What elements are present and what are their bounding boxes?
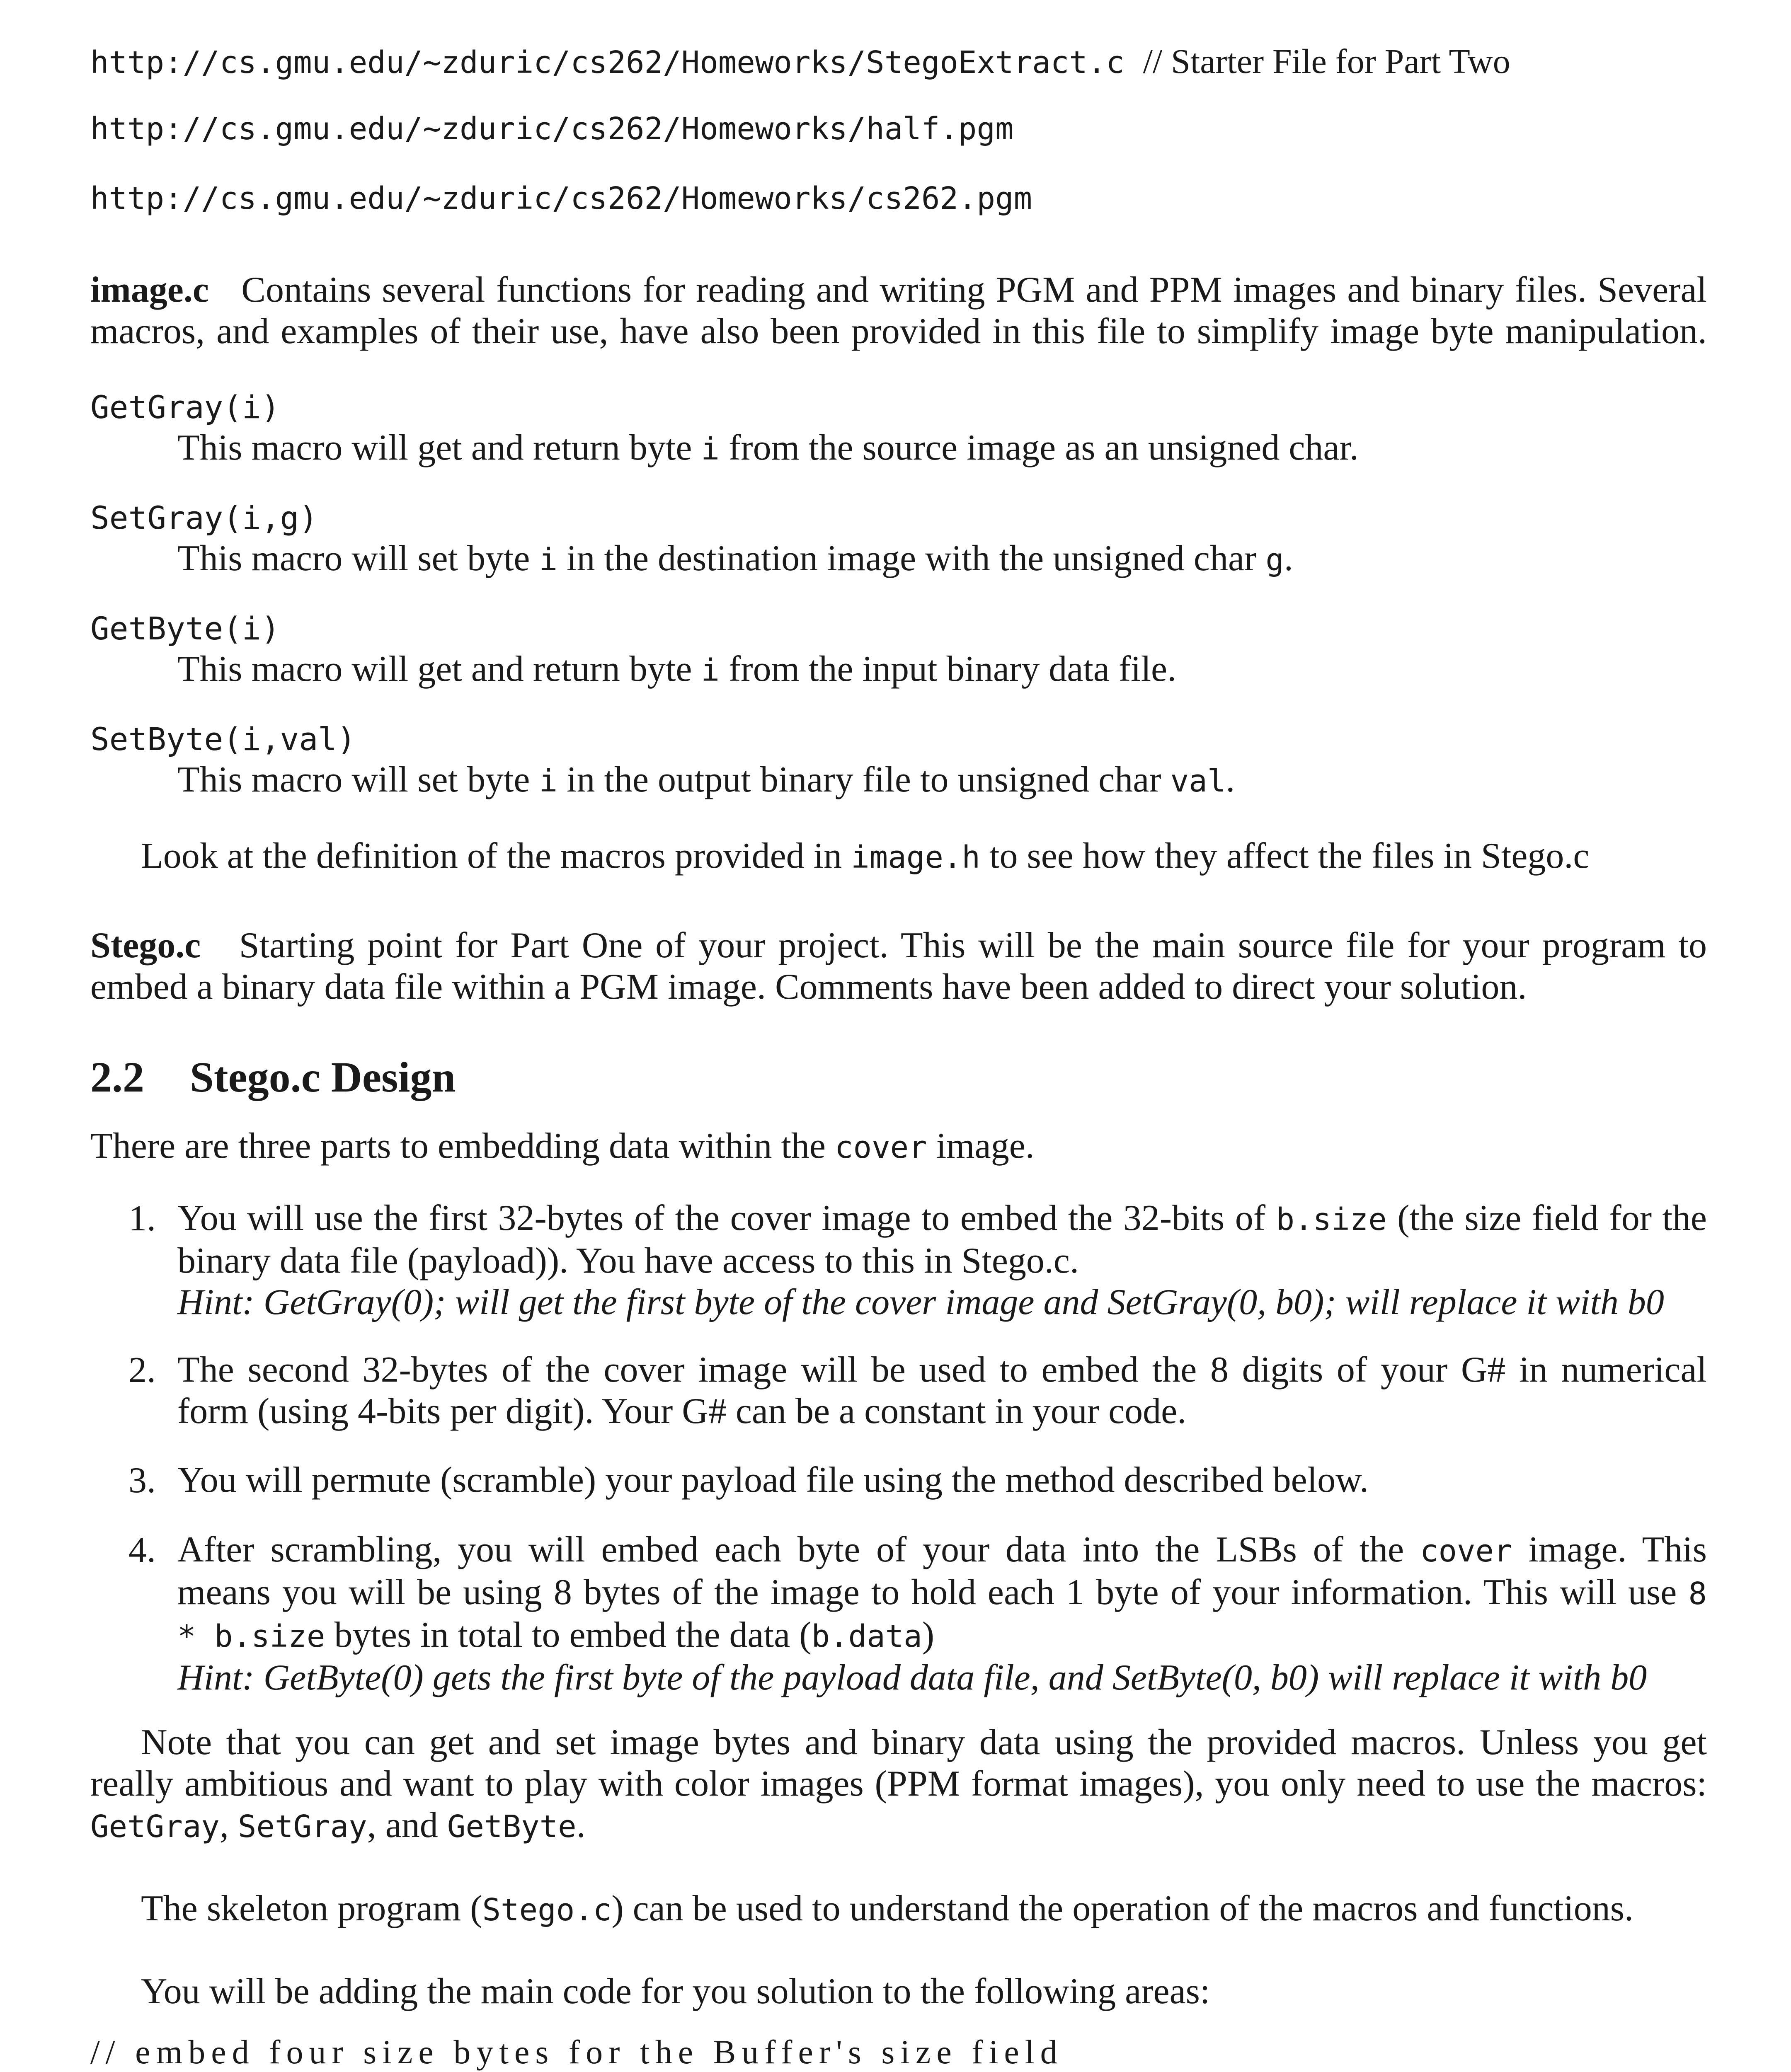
list-line: form (using 4-bits per digit). Your G# can be a constant in your code. [177,1391,1187,1431]
para-line: embed a binary data file within a PGM image. Comments have been added to direct your solution. [90,967,1527,1007]
macro-setgray-name: SetGray(i,g) [90,499,318,536]
hint-text: Hint: GetGray(0); will get the first byte of the cover image and SetGray(0, b0); will replace it with b0 [177,1282,1664,1322]
skeleton-note: The skeleton program (Stego.c) can be used to understand the operation of the macros and functions. [141,1888,1634,1929]
hint-text: Hint: GetByte(0) gets the first byte of the payload data file, and SetByte(0, b0) will replace it with b0 [177,1658,1647,1698]
list-line: The second 32-bytes of the cover image will be used to embed the 8 digits of your G# in numerical [177,1350,1707,1390]
url-note: // Starter File for Part Two [1143,42,1510,81]
list-line: binary data file (payload)). You have access to this in Stego.c. [177,1241,1079,1281]
adding-note: You will be adding the main code for you solution to the following areas: [141,1971,1210,2011]
para-line: macros, and examples of their use, have also been provided in this file to simplify image byte manipulation. [90,311,1707,351]
image-c-description [90,269,1707,352]
section-title: Stego.c Design [190,1053,456,1101]
para-line: Contains several functions for reading and writing PGM and PPM images and binary files. Several [241,270,1707,310]
stego-c-description [90,925,1707,1008]
para-line: Note that you can get and set image bytes and binary data using the provided macros. Unless you get [141,1722,1707,1762]
list-number: 2. [128,1350,156,1390]
section-intro: There are three parts to embedding data within the cover image. [90,1126,1035,1166]
url-link[interactable]: http://cs.gmu.edu/~zduric/cs262/Homeworks/StegoExtract.c [90,45,1125,80]
url-link[interactable]: http://cs.gmu.edu/~zduric/cs262/Homeworks/half.pgm [90,111,1014,147]
list-item-2 [177,1349,1707,1432]
macro-setgray-desc: This macro will set byte i in the destination image with the unsigned char g. [177,538,1293,579]
list-item-3 [177,1460,1707,1501]
macro-getbyte-name: GetByte(i) [90,610,280,647]
list-number: 3. [128,1460,156,1501]
section-heading [90,1053,456,1102]
list-number: 1. [128,1198,156,1239]
macro-getgray-name: GetGray(i) [90,389,280,426]
para-line: really ambitious and want to play with color images (PPM format images), you only need to use the macros: [90,1764,1707,1804]
macro-setbyte-desc: This macro will set byte i in the output binary file to unsigned char val. [177,760,1235,800]
url-link[interactable]: http://cs.gmu.edu/~zduric/cs262/Homeworks/cs262.pgm [90,181,1032,216]
para-line: Starting point for Part One of your project. This will be the main source file for your program to [239,925,1707,966]
list-number: 4. [128,1530,156,1570]
url-half-pgm[interactable] [90,111,1014,147]
url-stegoextract[interactable] [90,41,1510,82]
url-cs262-pgm[interactable] [90,181,1032,216]
list-item-4: After scrambling, you will embed each byte of your data into the LSBs of the cover image. This means you will be using 8 bytes of the image to hold each 1 byte of your information. This will use 8 * b.size bytes in total to embed the data (b.data) Hint: GetByte(0) gets the first byte of the payload data file, and SetByte(0, b0) will replace it with b0 [177,1530,1707,1698]
list-item-1: You will use the first 32-bytes of the cover image to embed the 32-bits of b.size (the size field for the binary data file (payload)). You have access to this in Stego.c. Hint: GetGray(0); will get the first byte of the cover image and SetGray(0, b0); will replace it with b0 [177,1198,1707,1322]
term-image-c: image.c [90,270,209,310]
code-line: // embed four size bytes for the Buffer's size field [90,2033,1063,2071]
list-line: You will permute (scramble) your payload file using the method described below. [177,1460,1369,1500]
term-stego-c: Stego.c [90,925,201,966]
note-paragraph: Note that you can get and set image bytes and binary data using the provided macros. Unless you get really ambitious and want to play with color images (PPM format images), you only need to use the macros: GetGray, SetGray, and GetByte. [90,1722,1707,1845]
macro-getgray-desc: This macro will get and return byte i from the source image as an unsigned char. [177,428,1359,468]
look-note: Look at the definition of the macros provided in image.h to see how they affect the files in Stego.c [141,836,1590,876]
macro-getbyte-desc: This macro will get and return byte i from the input binary data file. [177,649,1177,689]
macro-setbyte-name: SetByte(i,val) [90,721,356,758]
section-number: 2.2 [90,1053,144,1101]
